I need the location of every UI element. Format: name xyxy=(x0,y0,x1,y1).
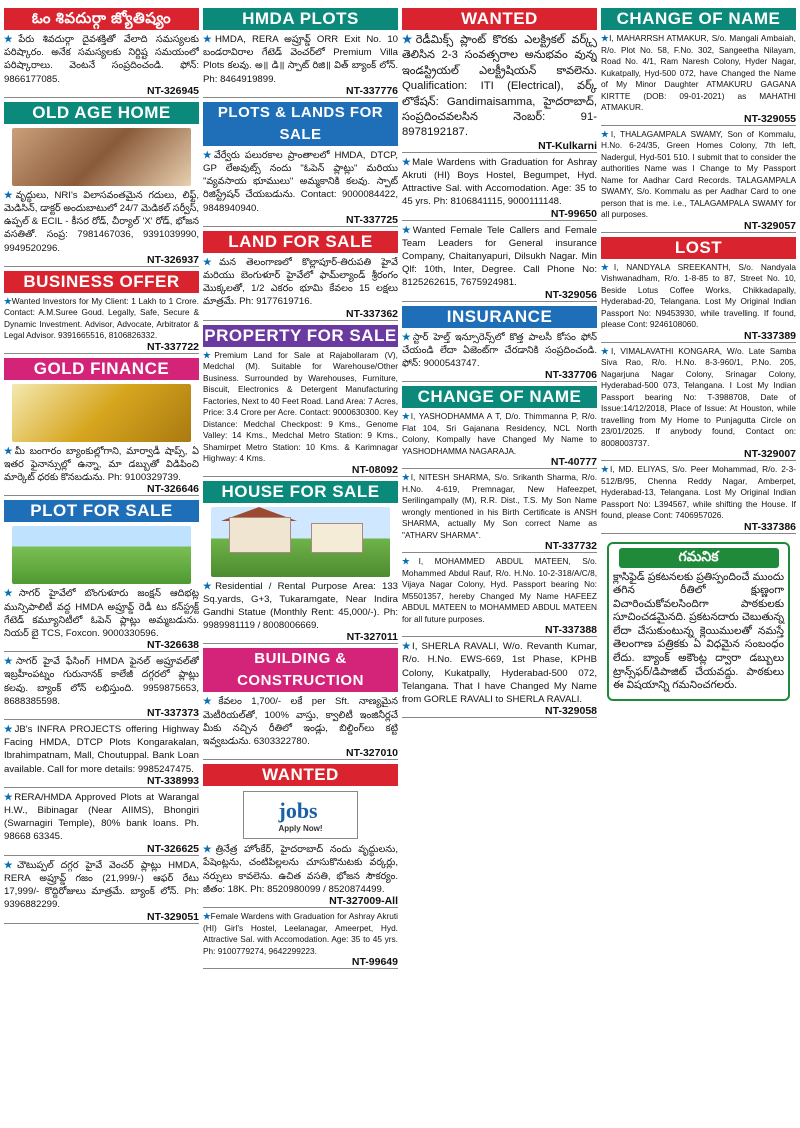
header-old-age-home: OLD AGE HOME xyxy=(4,102,199,124)
ad-text: I, YASHODHAMMA A T, D/o. Thimmanna P, R/o. Flat 104, Sri Gajanana Residency, NCL North Colony, Kompally have Changed My Name to YASHODHAMMA NAGARAJA. xyxy=(402,411,597,456)
star-icon: ★ xyxy=(203,256,220,268)
star-icon: ★ xyxy=(203,844,216,856)
ad-insurance xyxy=(402,330,597,383)
ad-text: Wanted Female Tele Callers and Female Team Leaders for General insurance Company, Chaitanyapuri, Dilsukh Nagar. Min Qlf: 10th, Inter, Degree. Call Phone No: 8125262615, 7675924981. xyxy=(402,224,597,289)
ad-text: I, MOHAMMED ABDUL MATEEN, S/o. Mohammed Abdul Rauf, R/o. H.No. 10-2-318/A/C/8, Vijaya Nagar Colony, Hyd. Passport bearing No: M5501357, hereby Changed My Name HAFEEZ ABDUL MATEEN to MOHAMMED ABDUL MATEEN for all future purposes. xyxy=(402,556,597,624)
star-icon: ★ xyxy=(203,696,219,708)
header-business-offer: BUSINESS OFFER xyxy=(4,271,199,293)
header-wanted: WANTED xyxy=(402,8,597,30)
ad-code: NT-329056 xyxy=(545,288,597,301)
star-icon: ★ xyxy=(601,261,614,272)
ad-code: NT-327010 xyxy=(346,747,398,760)
jobs-logo xyxy=(243,791,358,839)
ad-female-wardens xyxy=(203,910,398,969)
ad-text: RERA/HMDA Approved Plots at Warangal H.W., Bibinagar (Near AIIMS), Bhongiri (Swarnagiri Temple), 80% bank loans. Ph. 98668 63345. xyxy=(4,791,199,843)
ad-text: వృద్ధులు, NRI's విలాసవంతమైన గదులు, లిఫ్ట్, మెడిసిన్, డాక్టర్ అందుబాటులో 24/7 మెడికల్ సర్వీస్, ఉప్పల్ & ECIL - కీసర రోడ్, చీర్యాల్ 'X' రోడ్, భోజన వసతితో. సంప్ర: 7981467036, 9391039990, 9949520296. xyxy=(4,189,199,254)
header-change-of-name-2: CHANGE OF NAME xyxy=(601,8,796,30)
notice-title: గమనిక xyxy=(619,548,779,568)
ad-text: త్రినేత్ర హోంకేర్, హైదరాబాద్ నందు వృద్ధులను, పేషెంట్లను, చంటిపిల్లలను చూసుకొనుటకు వర్కర్లు, నర్సులు కావలెను. ఉచిత వసతి, భోజన సౌకర్యం. జీతం: 18K. Ph: 8520980099 / 8520874499. xyxy=(203,844,398,895)
ad-text: I, MD. ELIYAS, S/o. Peer Mohammad, R/o. 2-3-512/B/95, Chenna Reddy Nagar, Amberpet, Hyderabad-13, Telangana. Lost My Original Indian Passport No: L394567, while shifting the House. If found, please Cont: 7406957026. xyxy=(601,464,796,520)
ad-text: Female Wardens with Graduation for Ashray Akruti (HI) Girl's Hostel, Leelanagar, Ameerpet, Hyd. Attractive Sal. with Accomodation. Age: 35 to 45 yrs. Ph: 9100779274, 9642299223. xyxy=(203,911,398,956)
star-icon: ★ xyxy=(4,724,15,736)
ad-text: I, VIMALAVATHI KONGARA, W/o. Late Samba Siva Rao, R/o. H.No. 8-3-960/1, P.No. 205, Nagarjuna Nagar Colony, Srinagar Colony, Hyderabad-500 073, Telangana. I Lost My Indian Passport bearing No: T-3988708, Date of Issue:14/12/2018, Place of Issue: At Houston, while travelling from My Home to Punjagutta Circle on 23/01/2025. If anybody found, Contact on: 8008003737. xyxy=(601,345,796,448)
ad-plot-4 xyxy=(4,790,199,856)
star-icon: ★ xyxy=(402,556,419,567)
ad-code: NT-40777 xyxy=(550,456,597,469)
header-gold-finance: GOLD FINANCE xyxy=(4,358,199,380)
star-icon: ★ xyxy=(4,445,15,457)
star-icon: ★ xyxy=(203,149,214,161)
header-property-for-sale: PROPERTY FOR SALE xyxy=(204,325,397,345)
ad-name-change-6 xyxy=(601,128,796,233)
column-2 xyxy=(203,6,398,1128)
ad-land-for-sale xyxy=(203,255,398,321)
ad-homecare xyxy=(203,842,398,908)
ad-text: I, SHERLA RAVALI, W/o. Revanth Kumar, R/o. H.No. EWS-669, 1st Phase, KPHB Colony, Kukatpally, Hyderabad-500 072, Telangana. That I have Changed My Name from GORLE RAVALI to SHERLA RAVALI. xyxy=(402,641,597,706)
ad-code: NT-08092 xyxy=(351,463,398,476)
ad-code: NT-329058 xyxy=(545,705,597,718)
star-icon: ★ xyxy=(203,349,215,360)
star-icon: ★ xyxy=(402,156,413,168)
ad-code: NT-337776 xyxy=(346,84,398,97)
header-lost: LOST xyxy=(601,237,796,259)
ad-lost-3 xyxy=(601,463,796,534)
header-plot-for-sale: PLOT FOR SALE xyxy=(4,500,199,522)
ad-astrology xyxy=(4,32,199,98)
ad-name-change-2 xyxy=(402,471,597,553)
star-icon: ★ xyxy=(4,295,12,306)
ad-code: NT-99649 xyxy=(351,956,398,969)
ad-code: NT-329057 xyxy=(744,219,796,232)
disclaimer-notice xyxy=(607,542,790,701)
ad-text: సాగర్ హైవే ఫేసింగ్ HMDA ఫైనల్ అప్రూవల్‌తో ఇబ్రహీంపట్నం గురునానక్ కాలేజీ దగ్గరలో ప్లాట్లు కలవు. బ్యాంక్ లోన్ లభిస్తుంది. 9959875653, 8688385598. xyxy=(4,656,199,707)
column-1 xyxy=(4,6,199,1128)
ad-code: NT-337373 xyxy=(147,707,199,720)
ad-code: NT-337732 xyxy=(545,540,597,553)
ad-code: NT-329051 xyxy=(147,910,199,923)
star-icon: ★ xyxy=(402,331,413,343)
ad-business-offer xyxy=(4,295,199,354)
plot-photo xyxy=(12,526,191,584)
header-building-construction: BUILDING & CONSTRUCTION xyxy=(203,648,398,692)
ad-name-change-1 xyxy=(402,410,597,469)
ad-tele-callers xyxy=(402,223,597,302)
ad-text: I, THALAGAMPALA SWAMY, Son of Kommalu, H.No. 6-24/35, Green Homes Colony, 7th left, Nadergul, Hyd-501 510. I submit that to consider the authorities Name was I Change to My Passport Name for Aadhar Card Records. TALAGAMPALA SWAMY, S/o. Kommalu as per Aadhar Card to one person that is me. i.e., TALAGAMPALA SWAMY for all purposes. xyxy=(601,128,796,219)
star-icon: ★ xyxy=(402,472,411,483)
ad-code: NT-326937 xyxy=(147,253,199,266)
ad-name-change-3 xyxy=(402,555,597,637)
ad-text: రెడీమిక్స్ ప్లాంట్ కొరకు ఎలక్ట్రికల్ వర్క్స్ తెలిసిన 2-3 సంవత్సరాల అనుభవం వున్న ఇండస్ట్రియల్ ఎలక్ట్రీషియన్ కావలెను. Qualification: ITI (Electrical), వర్క్ లొకేషన్: Gandimaisamma, హైదరాబాద్, సంప్రదించవలసిన నెంబర్: 91-8978192187. xyxy=(402,34,597,139)
star-icon: ★ xyxy=(4,189,16,201)
ad-electrician xyxy=(402,32,597,153)
column-3 xyxy=(402,6,597,1128)
ad-code: NT-326625 xyxy=(147,842,199,855)
ad-plots-lands xyxy=(203,148,398,227)
ad-plot-2 xyxy=(4,654,199,720)
header-plots-lands: PLOTS & LANDS FOR SALE xyxy=(203,102,398,146)
ad-name-change-4 xyxy=(402,639,597,718)
ad-code: NT-337362 xyxy=(346,307,398,320)
star-icon: ★ xyxy=(203,911,211,922)
ad-text: I, NITESH SHARMA, S/o. Srikanth Sharma, R/o. H.No. 4-619, Premnagar, New Hafeezpet, Serilingampally (M), R.R. Dist., T.S. My Son Name wrongly mentioned in his Birth Certificate is ANSH SHARMA, actually My Son correct Name as "ATHARV SHARMA". xyxy=(402,472,597,540)
ad-text: Premium Land for Sale at Rajabollaram (V), Medchal (M). Suitable for Warehouse/Other Business. Surrounded by Warehouses, Furniture, Biscuit, Electronics & Detergent Manufacturing Factories, Next to 40 Feet Road. Land Area: 7 Acres, Price: 3.4 Crore per Acre. Contact: 9000630300. Key Distance: Medchal Checkpost: 9 Kms., Genome Valley: 14 Kms., Medchal Metro Station: 9 Kms., Shamirpet Metro Station: 10 Kms. & Karimnagar Highway: 4 Kms. xyxy=(203,349,398,464)
star-icon: ★ xyxy=(601,345,611,356)
ad-plot-5 xyxy=(4,858,199,924)
ad-male-wardens xyxy=(402,155,597,221)
ad-code: NT-327011 xyxy=(346,631,398,644)
notice-text: క్లాసిఫైడ్ ప్రకటనలకు ప్రతిస్పందించే ముందు తగిన రీతిలో క్షుణ్ణంగా విచారించుకోవలసిందిగా పాఠకులకు సూచించడమైనది. ప్రకటనదారు చెబుతున్న లేదా చేసుకుంటున్న క్లెయిములతో నమస్తే తెలంగాణ పత్రికకు ఏ విధమైన సంబంధం లేదు. బ్యాంక్ అకౌంట్ల ద్వారా డబ్బులు ట్రాన్స్‌ఫర్/డిపాజిట్ చేయవద్దు. పాఠకులు ఈ విషయాన్ని గమనించగలరు. xyxy=(613,570,784,692)
old-age-home-photo xyxy=(12,128,191,186)
header-astrology: ఓం శివదుర్గా జ్యోతిష్యం xyxy=(4,8,199,30)
ad-code: NT-329055 xyxy=(744,112,796,125)
jobs-title: jobs xyxy=(278,797,318,823)
ad-code: NT-326945 xyxy=(147,84,199,97)
house-photo xyxy=(211,507,390,577)
star-icon: ★ xyxy=(402,411,411,422)
ad-code: NT-99650 xyxy=(550,207,597,220)
ad-code: NT-337386 xyxy=(744,520,796,533)
ad-code: NT-337389 xyxy=(744,329,796,342)
star-icon: ★ xyxy=(601,464,610,474)
ad-text: మన తెలంగాణలో కొల్లాపూర్-తిరుపతి హైవే మరియు బెంగుళూర్ హైవేలో ఫామ్‌ల్యాండ్ శ్రీరంగం మొక్కలతో, 1/2 ఎకరం భూమి కేవలం 15 లక్షలు మాత్రమే. Ph: 9177619716. xyxy=(203,256,398,308)
house-annex-shape xyxy=(311,523,363,553)
header-wanted-jobs: WANTED xyxy=(203,764,398,786)
ad-old-age-home xyxy=(4,188,199,267)
ad-code: NT-Kulkarni xyxy=(538,139,597,152)
ad-code: NT-337706 xyxy=(545,369,597,382)
star-icon: ★ xyxy=(4,656,16,668)
ad-code: NT-329007 xyxy=(744,448,796,460)
ad-text: సాగర్ హైవేలో బొంగుళూరు జంక్షన్ ఆదిభట్ల మున్సిపాలిటీ వద్ద HMDA అప్రూవ్డ్ రెడీ టు కన్‌స్ట్రక్ట్ గేటెడ్ కమ్యూనిటీలో ఓపెన్ ప్లాట్లు అమ్మబడును. నియర్ బై TCS, Foxcon. 9000330596. xyxy=(4,588,199,640)
star-icon: ★ xyxy=(402,34,416,46)
header-insurance: INSURANCE xyxy=(402,306,597,328)
ad-text: Male Wardens with Graduation for Ashray Akruti (HI) Boys Hostel, Begumpet, Hyd. Attractive Sal. with Accomodation. Age: 35 to 45 yrs. Ph: 8106841115, 9000111148. xyxy=(402,156,597,208)
header-house-for-sale: HOUSE FOR SALE xyxy=(203,481,398,503)
star-icon: ★ xyxy=(402,641,413,653)
ad-text: I, MAHARRSH ATMAKUR, S/o. Mangali Ambaiah, R/o. Plot No. 58, F.No. 302, Sangeetha Nilayam, Road No. 4/1, Ram Naresh Colony, Hyder Nagar, Kukatpally, Hyd-500 072, have Changed the Name of My Minor Daughter ATMAKURU GAGANA KIRTTE (DOB: 09-01-2021) as MAHATHI ATMAKUR. xyxy=(601,33,796,112)
ad-text: వేర్వేరు పలురకాల ప్రాంతాలలో HMDA, DTCP, GP లేఅవుట్స్ నందు "ఓపెన్ ప్లాట్లు" మరియు "వ్యవసాయ భూములు" అమ్మకానికి కలవు. స్పాట్ రిజిస్ట్రేషన్ చేయబడును. Contact: 9000084422, 9848940940. xyxy=(203,149,398,214)
star-icon: ★ xyxy=(4,34,19,45)
ad-lost-2 xyxy=(601,345,796,462)
ad-code: NT-337388 xyxy=(545,624,597,637)
column-4 xyxy=(601,6,796,1128)
ad-text: స్టార్ హెల్త్ ఇన్సూరెన్స్‌లో కొత్త పాలసీ కోసం ఫోన్ చేయండి లేదా ఏజెంట్‌గా చేరడానికి సంప్రదించండి. ఫోన్: 9000543747. xyxy=(402,331,597,370)
star-icon: ★ xyxy=(203,34,215,45)
ad-gold-finance xyxy=(4,444,199,497)
star-icon: ★ xyxy=(4,588,19,600)
ad-code: NT-326646 xyxy=(147,483,199,496)
ad-code: NT-327009-All xyxy=(329,895,398,908)
ad-plot-3 xyxy=(4,722,199,788)
star-icon: ★ xyxy=(4,791,15,803)
star-icon: ★ xyxy=(601,128,611,139)
ad-code: NT-337722 xyxy=(147,340,199,353)
header-hmda-plots: HMDA PLOTS xyxy=(203,8,398,30)
ad-code: NT-338993 xyxy=(147,774,199,787)
ad-house-for-sale xyxy=(203,579,398,645)
ad-code: NT-337725 xyxy=(346,213,398,226)
star-icon: ★ xyxy=(601,33,610,43)
ad-text: Residential / Rental Purpose Area: 133 Sq.yards, G+3, Tukaramgate, Near Indira Gandhi Statue (Monthly Rent: 45,000/-). Ph: 9989981119 / 8008006669. xyxy=(203,580,398,632)
star-icon: ★ xyxy=(402,224,413,236)
ad-text: HMDA, RERA అప్రూవ్డ్ ORR Exit No. 10 బండరావిరాల గేటెడ్ వెంచర్‌లో Premium Villa Plots కలవు. అ॥ డి॥ స్పాట్ రిజి॥ విత్ బ్యాంక్ లోన్. Ph: 8464919899. xyxy=(203,34,398,85)
ad-text: I, NANDYALA SREEKANTH, S/o. Nandyala Vishwanadham, R/o. 1-8-85 to 87, Street No. 10, Beside Lotus Coffee Works, Chikkadapally, Hyderabad-20, Telangana. Lost My Original Indian Passport No: N9453930, while travelling. If found, please Cont: 9246108060. xyxy=(601,261,796,329)
ad-text: కేవలం 1,700/- లకే per Sft. నాణ్యమైన మెటీరియల్‌తో, 100% వాస్తు, క్వాలిటీ ఇంజినీర్లచే మీకు నచ్చిన రీతిలో ఇండ్లు, బిల్డింగ్‌లు కట్టి ఇవ్వబడును. 6303322780. xyxy=(203,696,398,748)
ad-name-change-5 xyxy=(601,32,796,126)
ad-property-for-sale xyxy=(203,349,398,477)
ad-text: చౌటుప్పల్ దగ్గర హైవే వెంచర్ ప్లాట్లు HMDA, RERA అప్రూవ్డ్ గజం (21,999/-) ఆఫర్ రేటు 17,999/- కొద్దిరోజులు మాత్రమే. బ్యాంక్ లోన్. Ph: 9396882299. xyxy=(4,859,199,911)
ad-lost-1 xyxy=(601,261,796,343)
jobs-subtitle: Apply Now! xyxy=(278,823,323,833)
ad-text: మీ బంగారం బ్యాంకుల్లోగాని, మార్వాడీ షాప్స్, ఏ ఇతర ఫైనాన్సుల్లో ఉన్నా, మా డబ్బుతో విడిపించి మార్కెట్ ధరకు కొనబడును. Ph: 9100329739. xyxy=(4,445,199,484)
ad-text: Wanted Investors for My Client: 1 Lakh to 1 Crore. Contact: A.M.Suree Goud. Legally, Safe, Secure & Dynamic Investment. Advisor, Advocate, Arbitrator & Legal Advisor. 9391665516, 8106826332. xyxy=(4,295,199,341)
star-icon: ★ xyxy=(4,859,17,871)
ad-plot-1 xyxy=(4,586,199,652)
ad-text: JB's INFRA PROJECTS offering Highway Facing HMDA, DTCP Plots Kongarakalan, Ibrahimpatnam, Mall, Choutuppal. Bank Loan available. Call for more details: 9985247475. xyxy=(4,724,199,775)
ad-code: NT-326638 xyxy=(147,639,199,652)
ad-hmda-plots xyxy=(203,32,398,98)
gold-finance-photo xyxy=(12,384,191,442)
star-icon: ★ xyxy=(203,580,216,592)
header-change-of-name: CHANGE OF NAME xyxy=(402,386,597,408)
header-land-for-sale: LAND FOR SALE xyxy=(203,231,398,253)
house-body-shape xyxy=(229,517,291,553)
ad-text: పేరు శివదుర్గా దైవశక్తితో వేలాది సమస్యలకు పరిష్కారం. అనేక సమస్యలకు నిర్దిష్ట సమయంలో పరిష్కారాలు. వెంటనే సంప్రదించండి. ఫోన్: 9866177085. xyxy=(4,34,199,85)
ad-building-construction xyxy=(203,694,398,760)
